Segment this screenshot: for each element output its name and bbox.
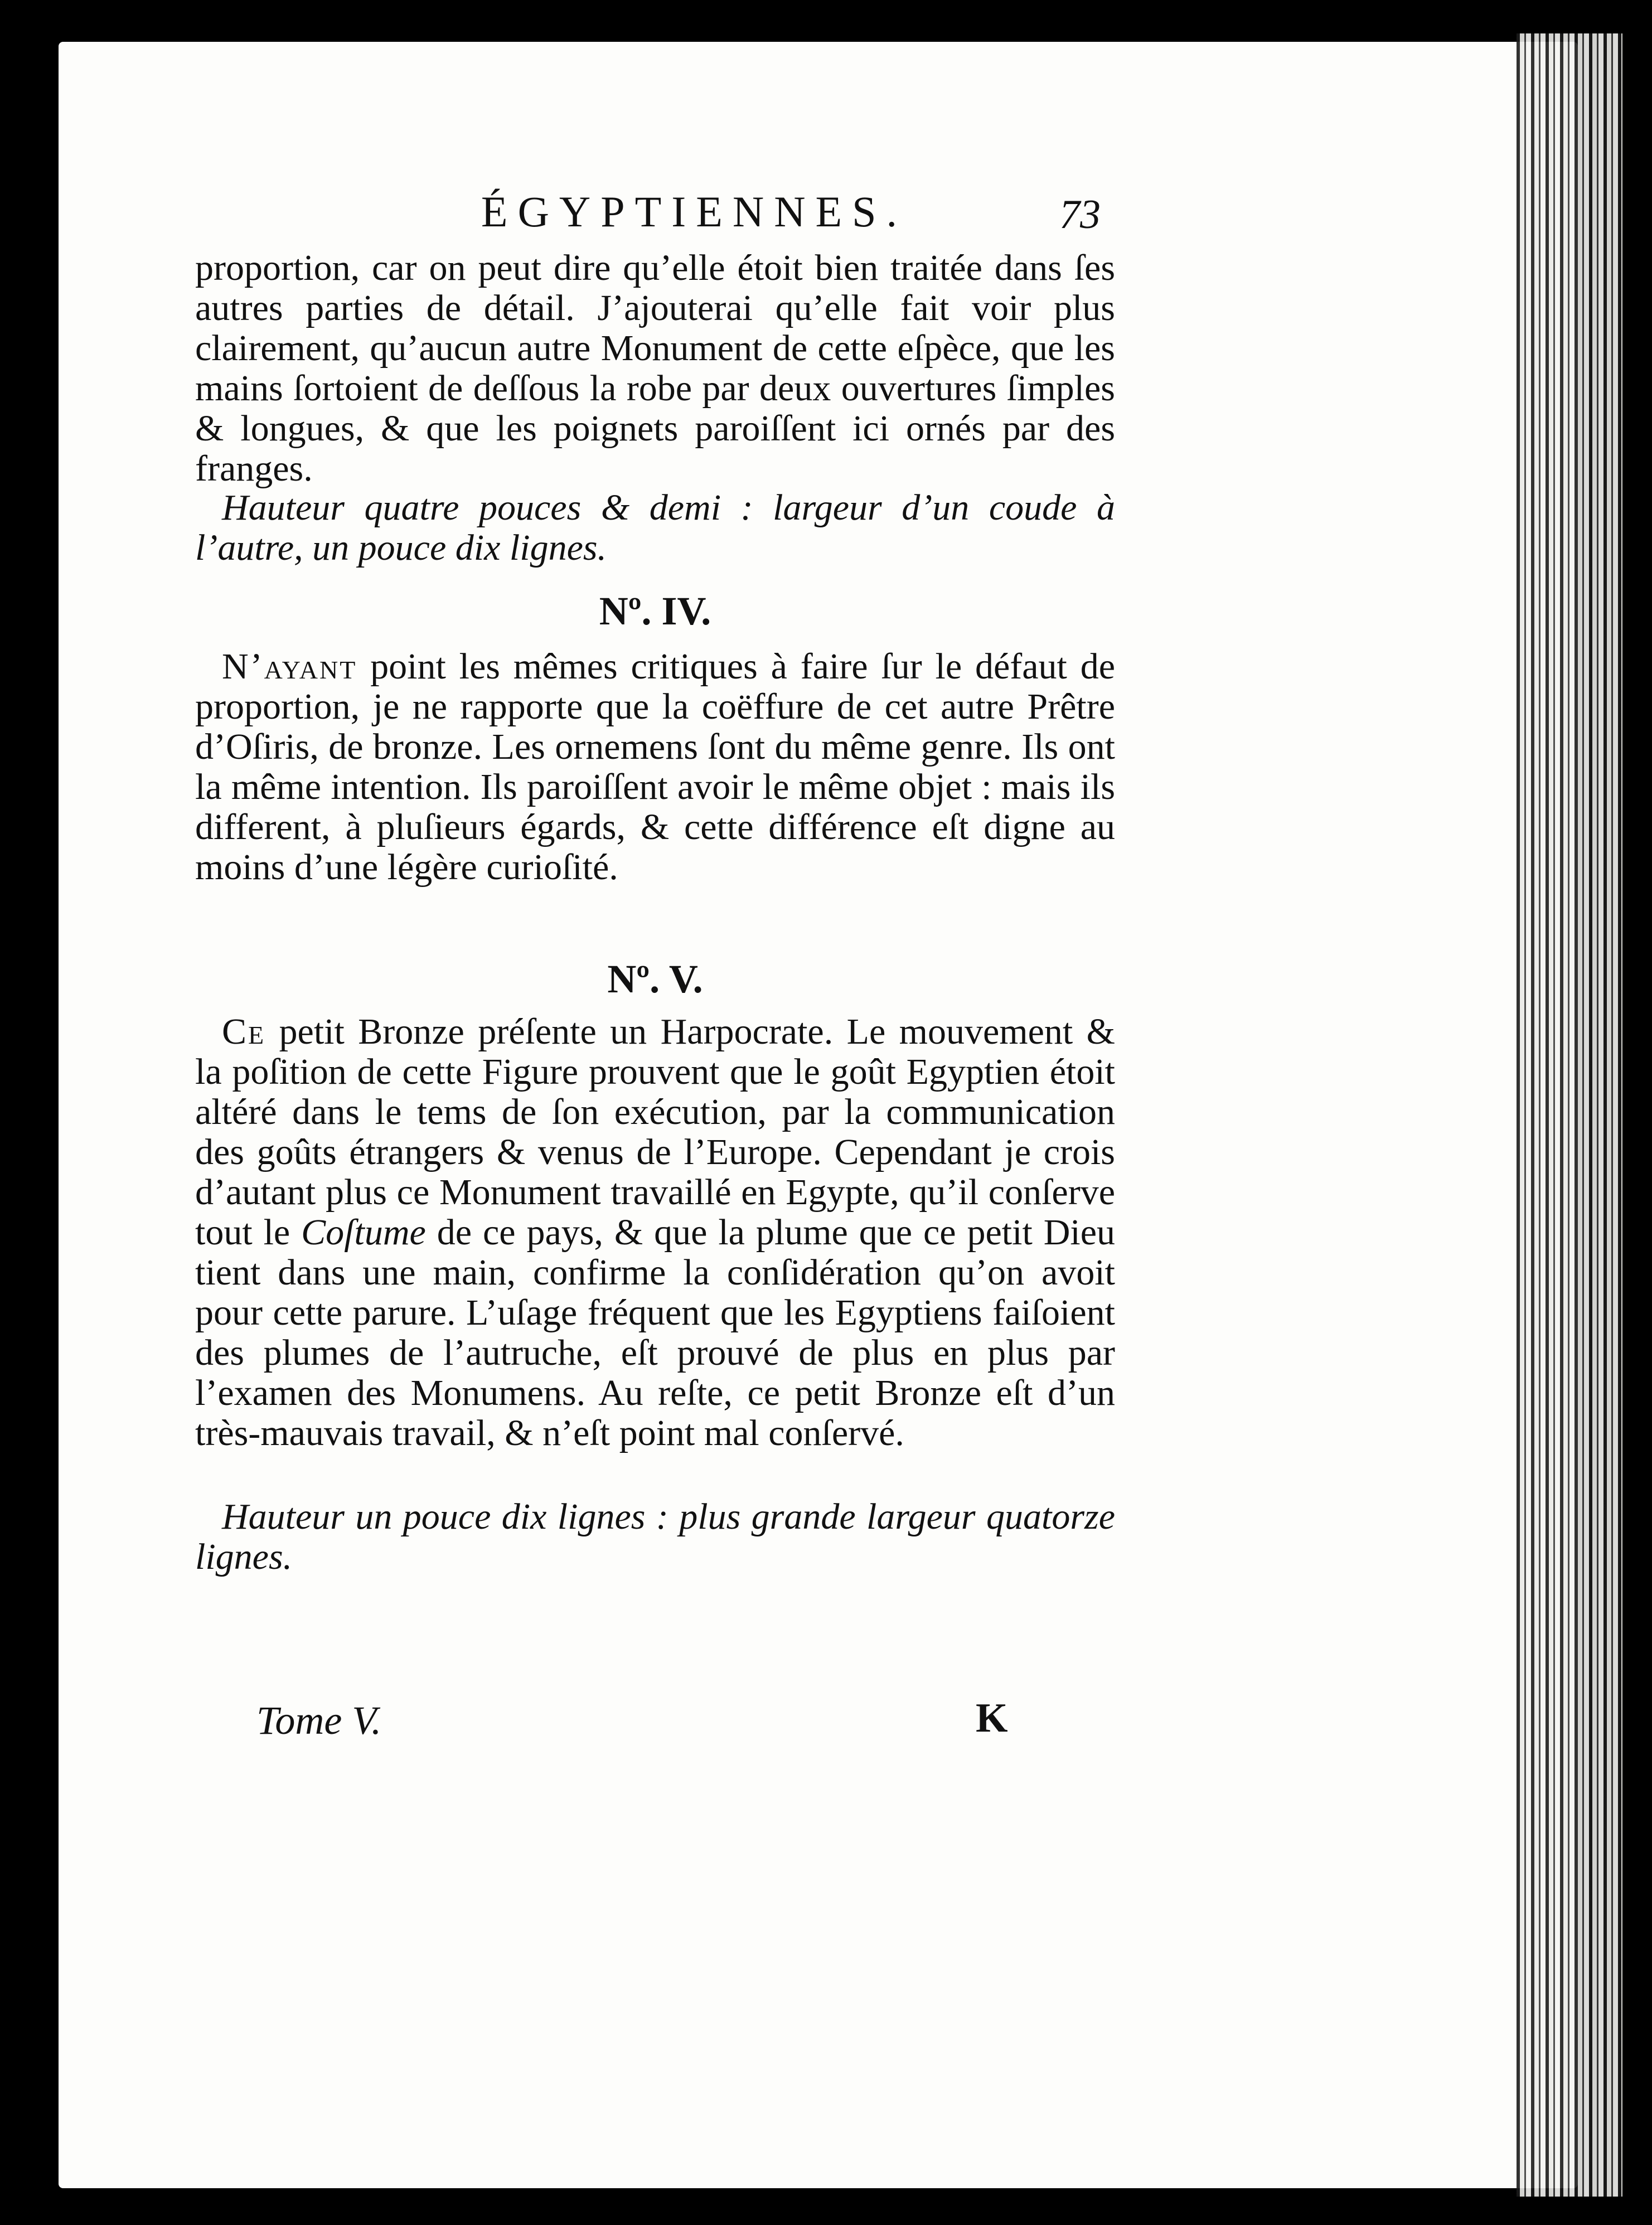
paragraph-2-text: point les mêmes critiques à faire ſur le défaut de proportion, je ne rapporte que la coëffure de cet autre Prêtre d’Oſiris, de bronze. Les ornemens ſont du même genre. Ils ont la même intention. Ils paroiſſent avoir le même objet : mais ils different, à pluſieurs égards, & cette différence eſt digne au moins d’une légère curioſité. xyxy=(195,646,1115,888)
paragraph-3-costume: Coſtume xyxy=(301,1212,426,1253)
page-number: 73 xyxy=(1059,192,1101,237)
paragraph-1: proportion, car on peut dire qu’elle étoit bien traitée dans ſes autres parties de détail. J’ajouterai qu’elle fait voir plus clairement, qu’aucun autre Monument de cette eſpèce, que les mains ſortoient de deſſous la robe par deux ouvertures ſimples & longues, & que les poignets paroiſſent ici ornés par des franges. xyxy=(195,248,1115,489)
paragraph-3-end: de ce pays, & que la plume que ce petit Dieu tient dans une main, confirme la conſidération qu’on avoit pour cette parure. L’uſage fréquent que les Egyptiens faiſoient des plumes de l’autruche, eſt prouvé de plus en plus par l’examen des Monumens. Au reſte, ce petit Bronze eſt d’un très-mauvais travail, & n’eſt point mal conſervé. xyxy=(195,1212,1115,1453)
signature-mark: K xyxy=(976,1695,1008,1741)
measurement-note-2: Hauteur un pouce dix lignes : plus grande largeur quatorze lignes. xyxy=(195,1496,1115,1577)
adjacent-pages-edge xyxy=(1517,33,1634,2197)
running-head xyxy=(195,187,1115,248)
running-head-title: ÉGYPTIENNES. xyxy=(481,187,908,236)
measurement-note-1: Hauteur quatre pouces & demi : largeur d’un coude à l’autre, un pouce dix lignes. xyxy=(195,487,1115,568)
paragraph-3-text: petit Bronze préſente un Harpocrate. Le mouvement & la poſition de cette Figure prouvent que le goût Egyptien étoit altéré dans le tems de ſon exécution, par la communication des goûts étrangers & venus de l’Europe. Cependant je crois d’autant plus ce Monument travaillé en Egypte, qu’il conſerve tout le xyxy=(195,1011,1115,1253)
volume-line: Tome V. xyxy=(256,1698,382,1743)
paragraph-3 xyxy=(195,1012,1115,1453)
paragraph-2 xyxy=(195,647,1115,888)
paragraph-2-lead: N’ayant xyxy=(222,646,357,687)
section-heading-iv: Nº. IV. xyxy=(599,589,711,633)
section-heading-v: Nº. V. xyxy=(607,957,703,1001)
paragraph-3-lead: Ce xyxy=(222,1011,266,1052)
scan-border xyxy=(1622,22,1652,2208)
